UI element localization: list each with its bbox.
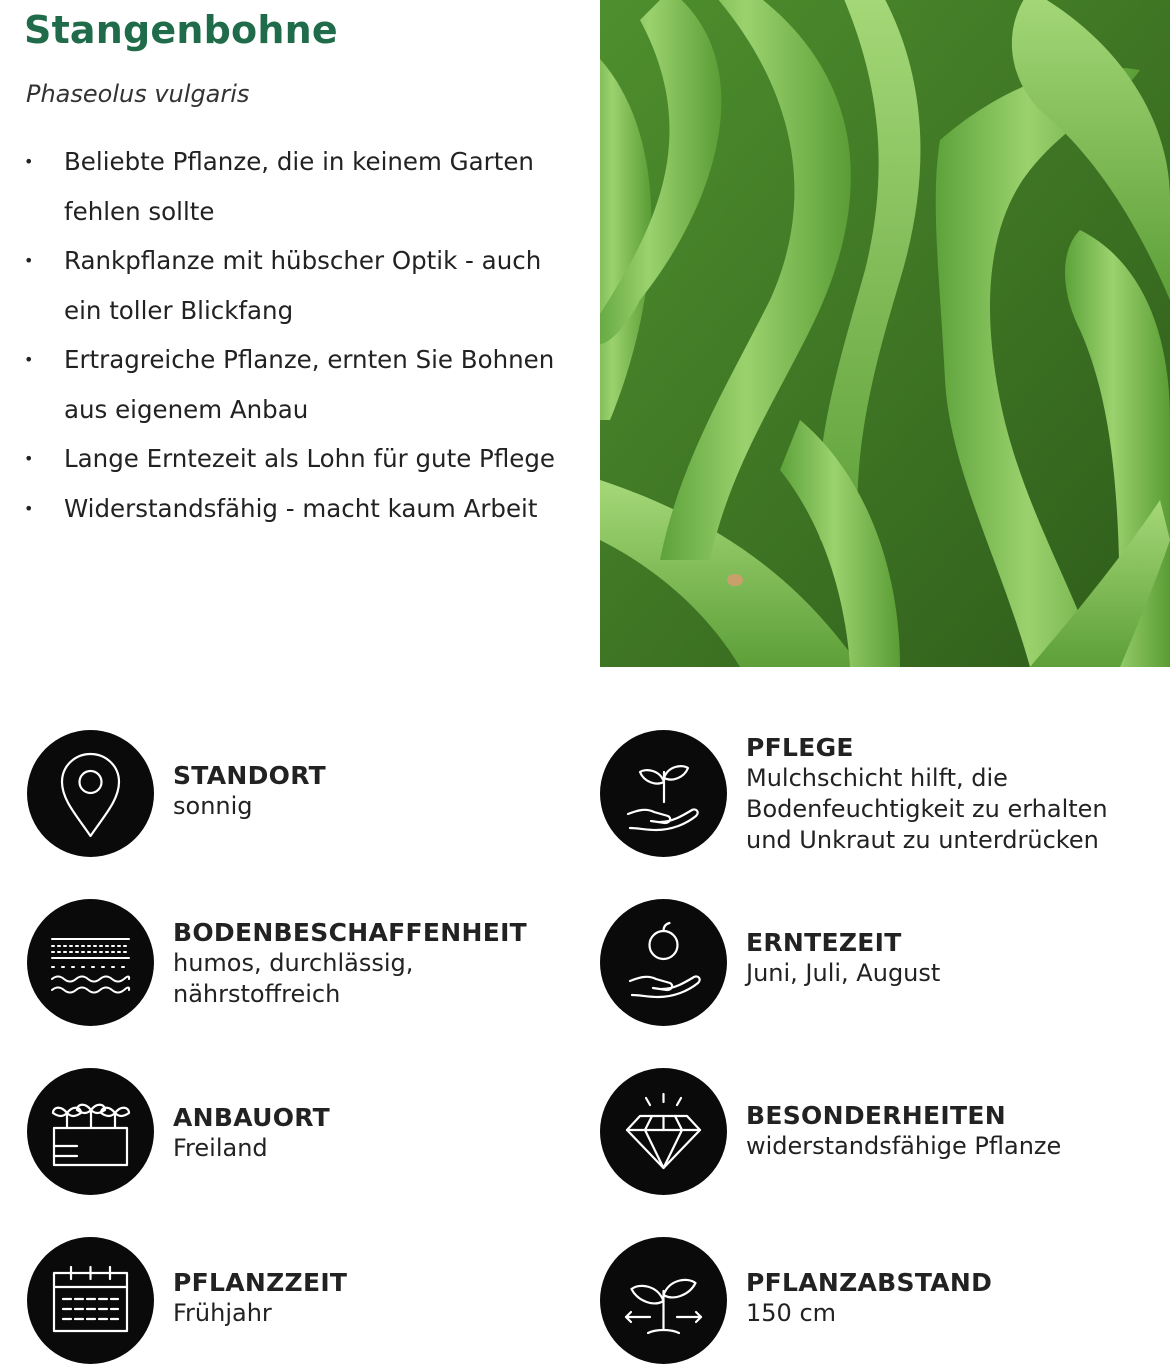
fruit-hand-icon [600,899,727,1026]
feature-value: Frühjahr [173,1299,272,1327]
soil-layers-icon [27,899,154,1026]
feature-bullet-list [24,137,584,533]
product-title: Stangenbohne [24,8,338,52]
feature-value: Juni, Juli, August [746,959,941,987]
bullet-item: • Widerstandsfähig - macht kaum Arbeit [24,484,584,534]
feature-label: ANBAUORT [173,1103,331,1132]
feature-value: widerstandsfähige Pflanze [746,1132,1062,1160]
feature-standort [27,730,587,860]
feature-value: Freiland [173,1134,268,1162]
feature-label: STANDORT [173,761,326,790]
bullet-item: • Ertragreiche Pflanze, ernten Sie Bohnen aus eigenem Anbau [24,335,584,434]
latin-name: Phaseolus vulgaris [26,80,250,108]
feature-bodenbeschaffenheit [27,899,587,1029]
bullet-item: • Rankpflanze mit hübscher Optik - auch ein toller Blickfang [24,236,584,335]
feature-label: BODENBESCHAFFENHEIT [173,918,528,947]
feature-pflanzzeit [27,1237,587,1367]
feature-anbauort [27,1068,587,1198]
feature-label: PFLANZABSTAND [746,1268,993,1297]
feature-value: 150 cm [746,1299,837,1327]
plant-spacing-icon [600,1237,727,1364]
feature-label: BESONDERHEITEN [746,1101,1006,1130]
feature-value: humos, durchlässig, nährstoffreich [173,949,414,1008]
location-pin-icon [27,730,154,857]
bullet-item: • Lange Erntezeit als Lohn für gute Pflege [24,434,584,484]
calendar-icon [27,1237,154,1364]
diamond-icon [600,1068,727,1195]
feature-label: PFLANZZEIT [173,1268,348,1297]
bean-photo [600,0,1170,667]
feature-pflanzabstand [600,1237,1160,1367]
seedling-hand-icon [600,730,727,857]
feature-label: ERNTEZEIT [746,928,902,957]
feature-label: PFLEGE [746,733,854,762]
bullet-item: • Beliebte Pflanze, die in keinem Garten fehlen sollte [24,137,584,236]
feature-pflege [600,730,1160,860]
raised-bed-icon [27,1068,154,1195]
feature-erntezeit [600,899,1160,1029]
feature-besonderheiten [600,1068,1160,1198]
feature-value: Mulchschicht hilft, die Bodenfeuchtigkeit zu erhalten und Unkraut zu unterdrücken [746,764,1108,854]
feature-value: sonnig [173,792,253,820]
